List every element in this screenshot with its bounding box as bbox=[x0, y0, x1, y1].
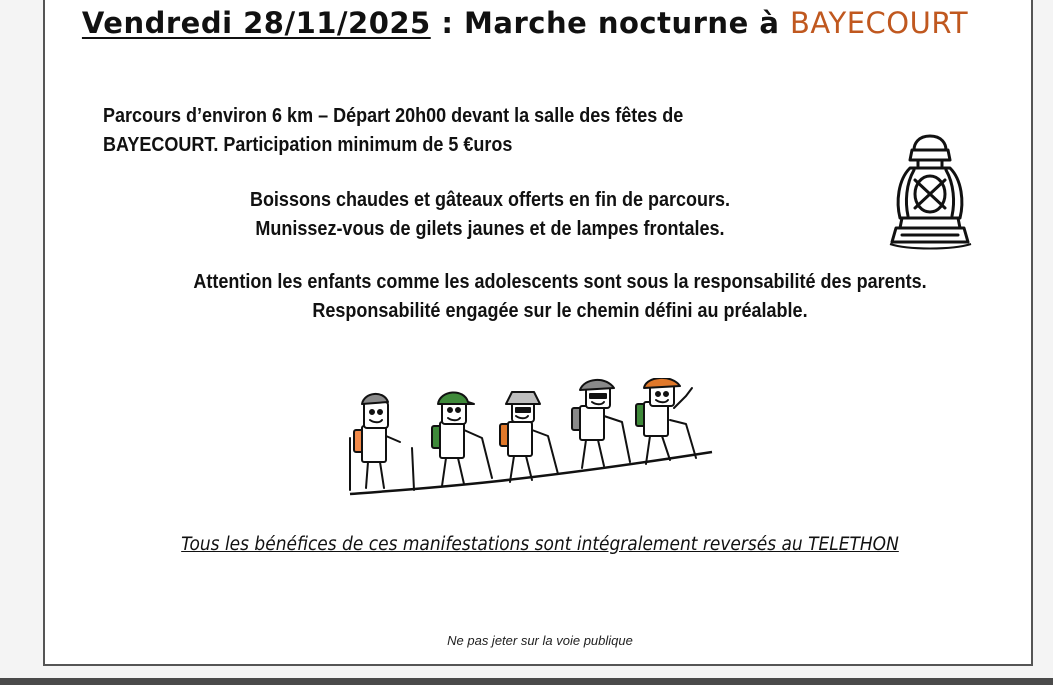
telethon-note: Tous les bénéfices de ces manifestations sont intégralement reversés au TELETHON bbox=[181, 534, 899, 555]
equipment-line: Munissez-vous de gilets jaunes et de lampes frontales. bbox=[255, 218, 725, 240]
hikers-illustration bbox=[340, 378, 718, 498]
refreshments-line: Boissons chaudes et gâteaux offerts en fin de parcours. bbox=[249, 189, 731, 211]
hiker-figure bbox=[500, 392, 558, 482]
responsibility-info bbox=[110, 268, 1010, 326]
bottom-bar bbox=[0, 678, 1053, 685]
event-town: BAYECOURT bbox=[790, 6, 969, 40]
refreshments-info bbox=[193, 186, 787, 244]
hiker-figure bbox=[350, 394, 414, 490]
route-info-line: Parcours d’environ 6 km – Départ 20h00 devant la salle des fêtes de bbox=[103, 105, 684, 127]
hiker-figure bbox=[572, 380, 630, 468]
page-title bbox=[0, 6, 1050, 40]
hiker-figure bbox=[636, 378, 696, 464]
responsibility-line: Responsabilité engagée sur le chemin défini au préalable. bbox=[312, 300, 808, 322]
title-separator: : Marche nocturne à bbox=[430, 6, 790, 40]
route-info bbox=[103, 102, 683, 160]
responsibility-line: Attention les enfants comme les adolescents sont sous la responsabilité des parents. bbox=[193, 271, 927, 293]
hiker-figure bbox=[432, 392, 492, 486]
flyer-sheet bbox=[43, 0, 1033, 666]
event-date: Vendredi 28/11/2025 bbox=[81, 6, 431, 40]
route-info-line: BAYECOURT. Participation minimum de 5 €uros bbox=[103, 134, 513, 156]
lantern-icon bbox=[888, 132, 973, 254]
disposal-note: Ne pas jeter sur la voie publique bbox=[447, 633, 633, 648]
